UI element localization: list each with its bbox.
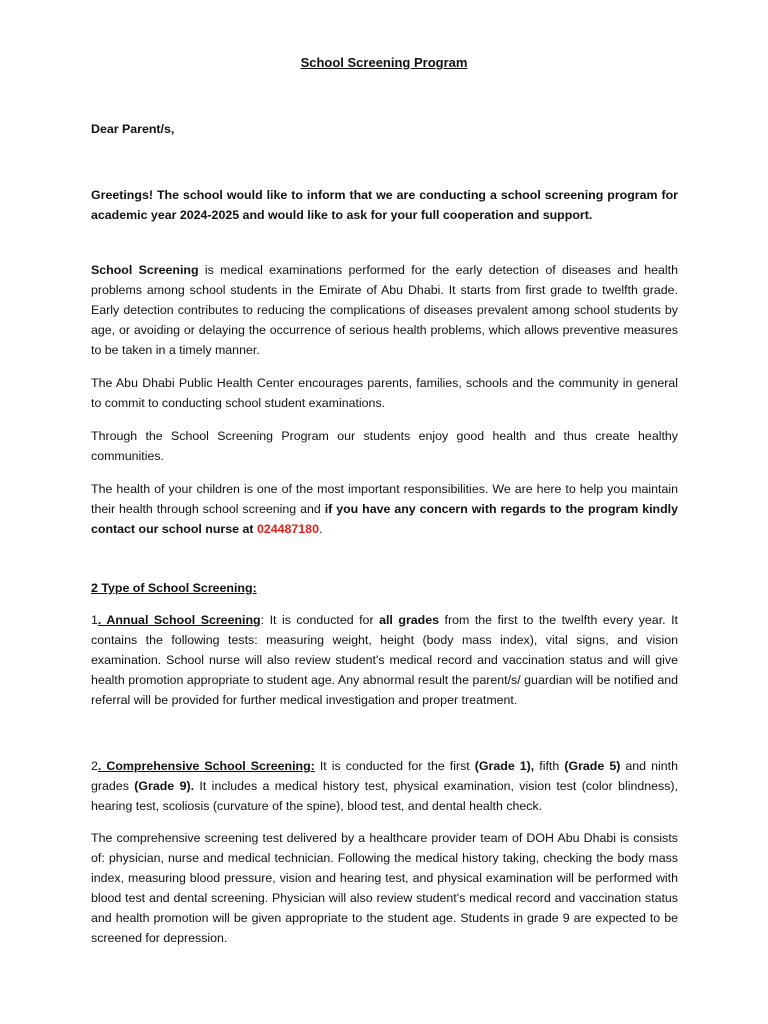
- screening-text: is medical examinations performed for the early detection of diseases and health problems among school students in the Emirate of Abu Dhabi. It starts from first grade to twelfth grade. Early detection contributes to reducing the complications of diseases prevalent among school students by age, or avoiding or delaying the occurrence of serious health problems, which allows preventive measures to be taken in a timely manner.: [91, 263, 679, 357]
- program-paragraph: Through the School Screening Program our students enjoy good health and thus create healthy communities.: [91, 429, 678, 463]
- screening-lead: School Screening: [91, 263, 199, 277]
- comprehensive-heading: . Comprehensive School Screening:: [97, 759, 315, 773]
- types-heading: 2 Type of School Screening:: [91, 581, 257, 595]
- screening-paragraph: [91, 260, 678, 360]
- annual-text-2: from the first to the twelfth every year. It contains the following tests: measuring weight, height (body mass index), vital signs, and vision examination. School nurse will also review student's medical record and vaccination status and will give health promotion appropriate to student age. Any abnormal result the parent/s/ guardian will be notified and referral will be provided for further medical investigation and proper treatment.: [91, 613, 678, 707]
- center-paragraph: The Abu Dhabi Public Health Center encourages parents, families, schools and the community in general to commit to conducting school student examinations.: [91, 376, 678, 410]
- health-text: The health of your children is one of the most important responsibilities. We are here to help you maintain their health through school screening and: [91, 482, 678, 516]
- grade-9: (Grade 9).: [134, 779, 195, 793]
- comprehensive-screening-paragraph: [91, 756, 678, 816]
- nurse-phone: 024487180: [256, 522, 319, 536]
- annual-text-1: : It is conducted for: [260, 613, 380, 627]
- salutation: Dear Parent/s,: [91, 122, 175, 136]
- team-paragraph: The comprehensive screening test delivered by a healthcare provider team of DOH Abu Dhabi is consists of: physician, nurse and medical technician. Following the medical history taking, checking the body mass index, measuring blood pressure, vision and hearing test, and physical examination will be performed with blood test and dental screening. Physician will also review student's medical record and vaccination status and health promotion will be given appropriate to the student age. Students in grade 9 are expected to be screened for depression.: [91, 831, 678, 945]
- annual-all-grades: all grades: [379, 613, 440, 627]
- annual-screening-paragraph: [91, 610, 678, 710]
- greeting-paragraph: Greetings! The school would like to inform that we are conducting a school screening program for academic year 2024-2025 and would like to ask for your full cooperation and support.: [91, 188, 678, 222]
- comprehensive-text-3: and ninth grades: [91, 759, 678, 793]
- comprehensive-text-4: It includes a medical history test, physical examination, vision test (color blindness), hearing test, scoliosis (curvature of the spine), blood test, and dental health check.: [91, 779, 678, 813]
- document-title: School Screening Program: [300, 55, 468, 70]
- grade-5: (Grade 5): [564, 759, 621, 773]
- health-paragraph: [91, 479, 678, 539]
- comprehensive-number: 2: [91, 759, 98, 773]
- annual-number: 1: [91, 613, 98, 627]
- annual-heading: . Annual School Screening: [97, 613, 261, 627]
- health-bold: if you have any concern with regards to the program kindly contact our school nurse at: [91, 502, 678, 536]
- health-end: .: [318, 522, 323, 536]
- grade-1: (Grade 1),: [474, 759, 535, 773]
- comprehensive-text-1: It is conducted for the first: [314, 759, 475, 773]
- comprehensive-text-2: fifth: [534, 759, 565, 773]
